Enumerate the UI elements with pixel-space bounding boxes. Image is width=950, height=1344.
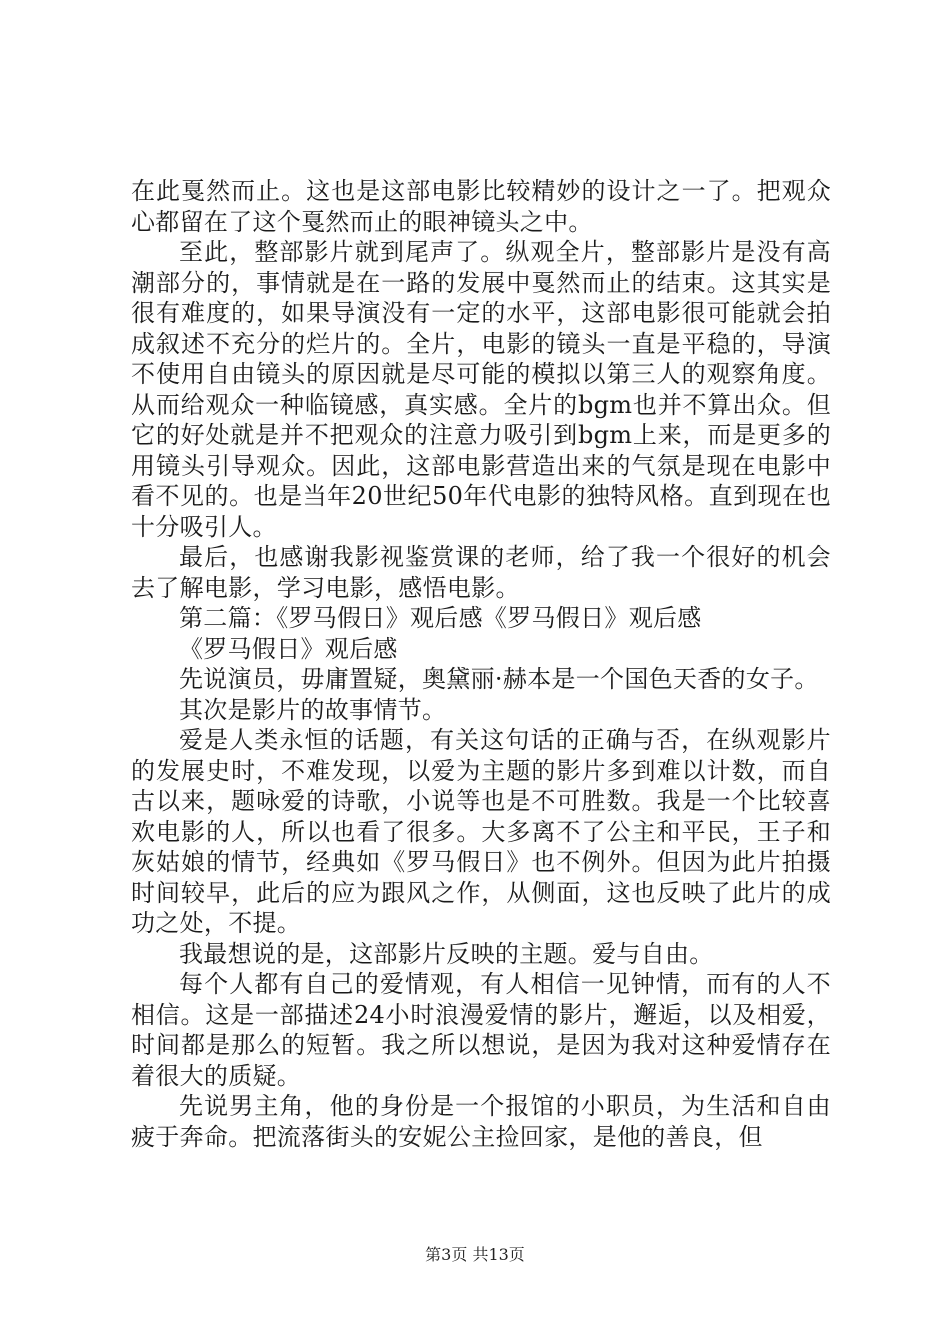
paragraph-6: 爱是人类永恒的话题，有关这句话的正确与否，在纵观影片的发展史时，不难发现，以爱为主题的影片多到难以计数，而自古以来，题咏爱的诗歌，小说等也是不可胜数。我是一个比较喜欢电影的人，所以也看了很多。大多离不了公主和平民，王子和灰姑娘的情节，经典如《罗马假日》也不例外。但因为此片拍摄时间较早，此后的应为跟风之作，从侧面，这也反映了此片的成功之处，不提。: [131, 726, 831, 937]
paragraph-2: 至此，整部影片就到尾声了。纵观全片，整部影片是没有高潮部分的，事情就是在一路的发展中戛然而止的结束。这其实是很有难度的，如果导演没有一定的水平，这部电影很可能就会拍成叙述不充分的烂片的。全片，电影的镜头一直是平稳的，导演不使用自由镜头的原因就是尽可能的模拟以第三人的观察角度。从而给观众一种临镜感，真实感。全片的bgm也并不算出众。但它的好处就是并不把观众的注意力吸引到bgm上来，而是更多的用镜头引导观众。因此，这部电影营造出来的气氛是现在电影中看不见的。也是当年20世纪50年代电影的独特风格。直到现在也十分吸引人。: [131, 238, 831, 541]
section-subheading: 《罗马假日》观后感: [179, 634, 398, 663]
page-footer: 第3页 共13页: [425, 1245, 525, 1264]
paragraph-5: 其次是影片的故事情节。: [179, 695, 447, 724]
paragraph-7: 我最想说的是，这部影片反映的主题。爱与自由。: [179, 939, 714, 968]
paragraph-9: 先说男主角，他的身份是一个报馆的小职员，为生活和自由疲于奔命。把流落街头的安妮公主捡回家，是他的善良，但: [131, 1092, 831, 1151]
section-heading: 第二篇：《罗马假日》观后感《罗马假日》观后感: [179, 604, 702, 632]
paragraph-4: 先说演员，毋庸置疑，奥黛丽·赫本是一个国色天香的女子。: [179, 665, 819, 693]
document-body: [131, 176, 831, 1152]
paragraph-1: 在此戛然而止。这也是这部电影比较精妙的设计之一了。把观众心都留在了这个戛然而止的眼神镜头之中。: [131, 177, 831, 236]
paragraph-3: 最后，也感谢我影视鉴赏课的老师，给了我一个很好的机会去了解电影，学习电影，感悟电影。: [131, 543, 831, 602]
paragraph-8: 每个人都有自己的爱情观，有人相信一见钟情，而有的人不相信。这是一部描述24小时浪漫爱情的影片，邂逅，以及相爱，时间都是那么的短暂。我之所以想说，是因为我对这种爱情存在着很大的质疑。: [131, 970, 831, 1090]
